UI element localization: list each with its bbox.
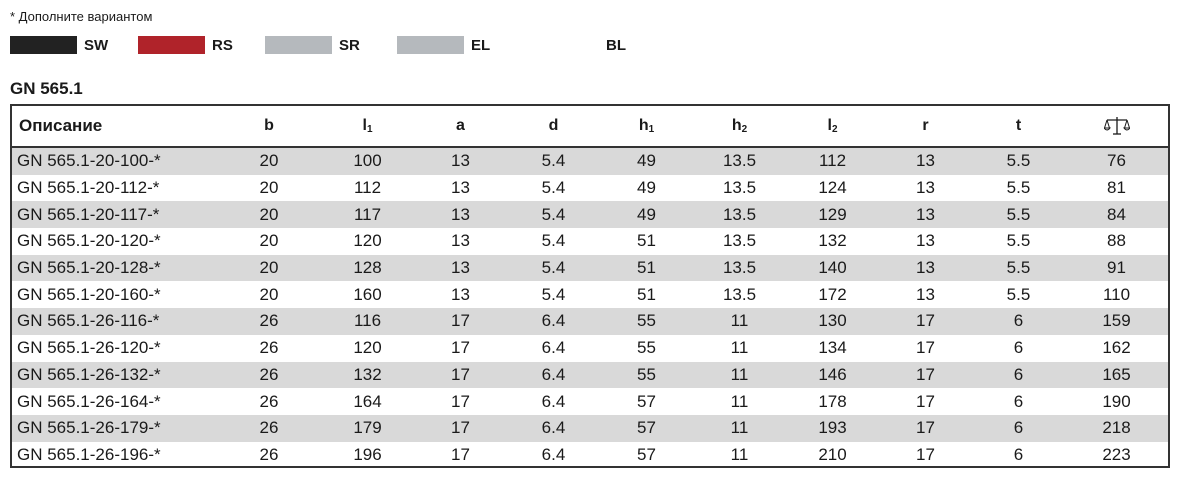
cell-b: 26: [217, 362, 321, 389]
cell-a: 13: [451, 284, 470, 304]
cell-d: 6.4: [541, 391, 566, 411]
cell-d: 6.4: [541, 338, 566, 358]
cell-a: 13: [414, 201, 507, 228]
cell-description: GN 565.1-20-112-*: [17, 178, 160, 198]
cell-weight: 76: [1065, 147, 1168, 175]
cell-h2: 13.5: [722, 284, 757, 304]
cell-r: 13: [916, 178, 935, 198]
cell-l2: 130: [786, 308, 879, 335]
table-row: [12, 228, 1168, 255]
cell-l2: 146: [786, 362, 879, 389]
cell-l2: 140: [786, 255, 879, 282]
header-l1: [321, 106, 414, 147]
cell-weight: 190: [1102, 391, 1131, 411]
table-row: [12, 147, 1168, 175]
cell-h1: 49: [600, 201, 693, 228]
header-h2: [693, 106, 786, 147]
header-h2-sub: 2: [741, 124, 748, 135]
cell-r: 17: [879, 415, 972, 442]
cell-l1: 179: [321, 415, 414, 442]
table-row: [12, 335, 1168, 362]
cell-a: 17: [414, 415, 507, 442]
cell-d: 6.4: [541, 444, 566, 464]
cell-l2: 124: [818, 178, 847, 198]
table-row: [12, 201, 1168, 228]
cell-r: 13: [916, 231, 935, 251]
cell-l1: 100: [321, 147, 414, 175]
cell-t: 6: [1013, 391, 1024, 411]
cell-t: 5.5: [1006, 231, 1031, 251]
table-row: [12, 255, 1168, 282]
cell-h1: 51: [637, 284, 656, 304]
scale-icon: [1104, 115, 1130, 137]
table-row: [12, 362, 1168, 389]
cell-l2: 210: [818, 444, 847, 464]
cell-t: 6: [1013, 444, 1024, 464]
cell-description: GN 565.1-20-120-*: [17, 231, 161, 251]
table-row: [12, 281, 1168, 308]
variant-bl-label: BL: [606, 37, 626, 54]
cell-b: 26: [259, 444, 279, 464]
header-a: a: [414, 106, 507, 147]
cell-weight: 84: [1065, 201, 1168, 228]
header-description: Описание: [12, 106, 217, 147]
cell-l1: 132: [321, 362, 414, 389]
cell-t: 6: [972, 415, 1065, 442]
cell-b: 20: [259, 178, 279, 198]
cell-a: 17: [414, 308, 507, 335]
cell-h2: 11: [730, 338, 749, 358]
dimensions-table: [10, 104, 1170, 468]
table-row: [12, 442, 1168, 469]
cell-l2: 132: [818, 231, 847, 251]
cell-d: 6.4: [507, 362, 600, 389]
cell-description: GN 565.1-26-132-*: [12, 362, 217, 389]
cell-t: 5.5: [1006, 284, 1031, 304]
cell-b: 20: [217, 147, 321, 175]
cell-l1: 116: [321, 308, 414, 335]
table-row: [12, 308, 1168, 335]
cell-l2: 178: [818, 391, 847, 411]
header-l1-base: l: [362, 117, 367, 134]
cell-description: GN 565.1-26-179-*: [12, 415, 217, 442]
table-row: [12, 175, 1168, 202]
cell-l1: 164: [353, 391, 382, 411]
cell-l1: 120: [353, 338, 382, 358]
cell-r: 13: [916, 284, 935, 304]
cell-d: 5.4: [541, 284, 566, 304]
cell-r: 13: [879, 201, 972, 228]
variant-sr-label: SR: [339, 37, 360, 54]
cell-weight: 159: [1065, 308, 1168, 335]
cell-h2: 13.5: [722, 178, 757, 198]
cell-h1: 55: [600, 362, 693, 389]
table-row: [12, 388, 1168, 415]
cell-a: 13: [451, 231, 470, 251]
cell-d: 5.4: [507, 201, 600, 228]
cell-d: 5.4: [541, 178, 566, 198]
cell-b: 20: [217, 201, 321, 228]
cell-h2: 11: [730, 444, 749, 464]
cell-weight: 88: [1107, 231, 1126, 251]
cell-r: 17: [879, 362, 972, 389]
cell-description: GN 565.1-20-100-*: [12, 147, 217, 175]
cell-a: 17: [451, 444, 470, 464]
cell-h2: 13.5: [693, 255, 786, 282]
cell-r: 17: [916, 444, 935, 464]
cell-h2: 11: [730, 391, 749, 411]
header-h1-base: h: [638, 117, 649, 134]
cell-h1: 49: [600, 147, 693, 175]
cell-t: 6: [1013, 338, 1024, 358]
header-l2-base: l: [827, 117, 832, 134]
cell-l1: 160: [353, 284, 382, 304]
cell-h2: 13.5: [722, 231, 757, 251]
table-header-row: [12, 106, 1168, 147]
cell-t: 5.5: [972, 255, 1065, 282]
cell-weight: 165: [1065, 362, 1168, 389]
cell-h1: 55: [600, 308, 693, 335]
cell-a: 13: [414, 147, 507, 175]
cell-l1: 128: [321, 255, 414, 282]
cell-weight: 223: [1102, 444, 1131, 464]
cell-t: 5.5: [972, 201, 1065, 228]
cell-l2: 193: [786, 415, 879, 442]
cell-h2: 11: [693, 415, 786, 442]
cell-description: GN 565.1-26-164-*: [17, 391, 161, 411]
variant-sr-swatch: [265, 36, 332, 54]
header-d: d: [507, 106, 600, 147]
header-b: b: [217, 106, 321, 147]
cell-h1: 57: [637, 444, 656, 464]
cell-h1: 57: [637, 391, 656, 411]
header-h2-base: h: [731, 117, 742, 134]
cell-description: GN 565.1-20-117-*: [12, 201, 217, 228]
cell-b: 20: [217, 255, 321, 282]
header-h1: [600, 106, 693, 147]
table-row: [12, 415, 1168, 442]
cell-a: 17: [414, 362, 507, 389]
cell-b: 20: [259, 284, 279, 304]
cell-l2: 134: [818, 338, 847, 358]
variant-note: * Дополните вариантом: [10, 9, 153, 24]
cell-h2: 11: [693, 308, 786, 335]
cell-a: 17: [451, 391, 470, 411]
cell-l1: 112: [353, 178, 382, 198]
cell-d: 5.4: [507, 255, 600, 282]
cell-l2: 172: [818, 284, 847, 304]
header-l2-sub: 2: [831, 124, 838, 135]
cell-weight: 81: [1107, 178, 1126, 198]
cell-description: GN 565.1-20-128-*: [12, 255, 217, 282]
cell-weight: 110: [1102, 284, 1131, 304]
cell-description: GN 565.1-20-160-*: [17, 284, 161, 304]
cell-t: 5.5: [1006, 178, 1031, 198]
header-h1-sub: 1: [648, 124, 655, 135]
cell-d: 6.4: [507, 415, 600, 442]
variant-el-swatch: [397, 36, 464, 54]
cell-b: 20: [259, 231, 279, 251]
cell-h1: 51: [637, 231, 656, 251]
cell-h1: 51: [600, 255, 693, 282]
cell-weight: 162: [1102, 338, 1131, 358]
cell-h2: 11: [693, 362, 786, 389]
cell-t: 5.5: [972, 147, 1065, 175]
header-weight: [1065, 106, 1168, 147]
cell-h2: 13.5: [693, 201, 786, 228]
cell-d: 5.4: [541, 231, 566, 251]
cell-a: 13: [414, 255, 507, 282]
cell-b: 26: [217, 308, 321, 335]
header-l2: [786, 106, 879, 147]
cell-a: 17: [451, 338, 470, 358]
cell-h1: 57: [600, 415, 693, 442]
cell-b: 26: [259, 338, 279, 358]
header-t: t: [972, 106, 1065, 147]
cell-l2: 112: [786, 147, 879, 175]
cell-description: GN 565.1-26-116-*: [12, 308, 217, 335]
cell-t: 6: [972, 362, 1065, 389]
variant-rs-label: RS: [212, 37, 233, 54]
header-r: r: [879, 106, 972, 147]
cell-weight: 218: [1065, 415, 1168, 442]
cell-r: 13: [879, 255, 972, 282]
cell-r: 13: [879, 147, 972, 175]
color-variant-legend: [10, 36, 710, 54]
variant-sw-label: SW: [84, 37, 109, 54]
cell-h1: 55: [637, 338, 656, 358]
header-l1-sub: 1: [366, 124, 373, 135]
cell-r: 17: [879, 308, 972, 335]
cell-t: 6: [972, 308, 1065, 335]
variant-el-label: EL: [471, 37, 491, 54]
cell-l1: 117: [321, 201, 414, 228]
cell-l1: 196: [353, 444, 382, 464]
cell-h1: 49: [637, 178, 656, 198]
cell-d: 6.4: [507, 308, 600, 335]
cell-b: 26: [217, 415, 321, 442]
table-body: [12, 147, 1168, 468]
variant-sw-swatch: [10, 36, 77, 54]
cell-l1: 120: [353, 231, 382, 251]
product-title: GN 565.1: [10, 79, 83, 98]
cell-d: 5.4: [507, 147, 600, 175]
cell-description: GN 565.1-26-196-*: [17, 444, 161, 464]
cell-description: GN 565.1-26-120-*: [17, 338, 161, 358]
variant-rs-swatch: [138, 36, 205, 54]
cell-b: 26: [259, 391, 279, 411]
cell-r: 17: [916, 338, 935, 358]
cell-weight: 91: [1065, 255, 1168, 282]
cell-h2: 13.5: [693, 147, 786, 175]
cell-l2: 129: [786, 201, 879, 228]
cell-r: 17: [916, 391, 935, 411]
cell-a: 13: [451, 178, 470, 198]
